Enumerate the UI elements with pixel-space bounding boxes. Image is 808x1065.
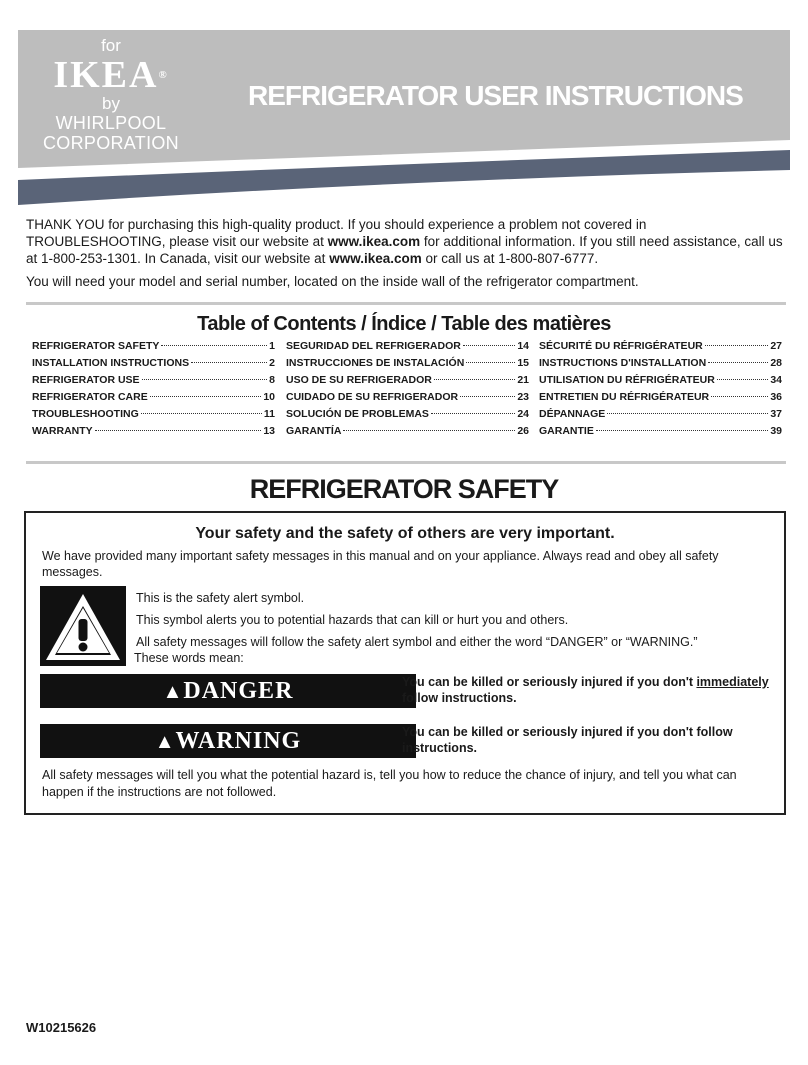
toc-entry-page: 21 xyxy=(517,374,529,386)
safety-heading: Your safety and the safety of others are very important. xyxy=(195,525,615,542)
toc-entry-page: 37 xyxy=(770,408,782,420)
toc-entry-page: 24 xyxy=(517,408,529,420)
toc-entry[interactable] xyxy=(286,391,529,408)
toc-entry-label: REFRIGERATOR SAFETY xyxy=(32,340,160,352)
toc-dot-leader xyxy=(141,413,262,414)
safety-alert-icon xyxy=(40,586,126,666)
toc-entry[interactable] xyxy=(32,340,275,357)
toc-dot-leader xyxy=(711,396,768,397)
toc-entry-label: ENTRETIEN DU RÉFRIGÉRATEUR xyxy=(539,391,710,403)
toc-entry-label: SOLUCIÓN DE PROBLEMAS xyxy=(286,408,429,420)
toc-dot-leader xyxy=(460,396,515,397)
toc-entry-label: REFRIGERATOR USE xyxy=(32,374,140,386)
header-banner xyxy=(18,30,790,180)
safety-box xyxy=(24,511,786,815)
intro-paragraph-1 xyxy=(26,216,786,267)
toc-entry-page: 27 xyxy=(770,340,782,352)
toc-entry[interactable] xyxy=(286,374,529,391)
toc-entry[interactable] xyxy=(286,408,529,425)
danger-signal-word xyxy=(40,674,416,708)
toc-entry-label: INSTALLATION INSTRUCTIONS xyxy=(32,357,190,369)
toc-dot-leader xyxy=(705,345,769,346)
toc-entry[interactable] xyxy=(32,391,275,408)
toc-entry-label: INSTRUCTIONS D'INSTALLATION xyxy=(539,357,707,369)
divider xyxy=(26,302,786,305)
safety-symbol-explanation xyxy=(136,591,766,673)
toc-entry-label: SÉCURITÉ DU RÉFRIGÉRATEUR xyxy=(539,340,703,352)
toc-dot-leader xyxy=(343,430,515,431)
toc-entry-label: CUIDADO DE SU REFRIGERADOR xyxy=(286,391,459,403)
toc-entry-label: INSTRUCCIONES DE INSTALACIÓN xyxy=(286,357,465,369)
toc-dot-leader xyxy=(431,413,515,414)
toc-entry[interactable] xyxy=(286,425,529,442)
toc-entry-page: 39 xyxy=(770,425,782,437)
toc-dot-leader xyxy=(95,430,262,431)
toc-entry[interactable] xyxy=(539,408,782,425)
toc-entry-page: 23 xyxy=(517,391,529,403)
toc-entry[interactable] xyxy=(32,357,275,374)
warning-signal-word xyxy=(40,724,416,758)
safety-outro: All safety messages will tell you what the potential hazard is, tell you how to reduce the chance of injury, and tell you what can happen if the instructions are not followed. xyxy=(42,768,737,799)
toc-dot-leader xyxy=(434,379,515,380)
toc-entry-label: SEGURIDAD DEL REFRIGERADOR xyxy=(286,340,461,352)
toc-dot-leader xyxy=(596,430,768,431)
symbol-line-2: This symbol alerts you to potential hazards that can kill or hurt you and others. xyxy=(136,613,569,627)
danger-label: DANGER xyxy=(183,678,294,704)
toc-dot-leader xyxy=(161,345,267,346)
toc-entry[interactable] xyxy=(32,374,275,391)
toc-entry[interactable] xyxy=(539,374,782,391)
toc-entry[interactable] xyxy=(539,425,782,442)
document-title: REFRIGERATOR USER INSTRUCTIONS xyxy=(248,80,743,111)
document-number: W10215626 xyxy=(26,1020,97,1035)
toc-dot-leader xyxy=(466,362,515,363)
toc-title: Table of Contents / Índice / Table des matières xyxy=(197,313,611,335)
toc-dot-leader xyxy=(708,362,768,363)
toc-entry-label: GARANTÍA xyxy=(286,425,342,437)
toc-entry-label: DÉPANNAGE xyxy=(539,408,606,420)
logo-brand-text: IKEA xyxy=(53,54,159,96)
toc-dot-leader xyxy=(607,413,768,414)
danger-desc-part-b: follow instructions. xyxy=(402,691,517,705)
toc-entry-label: GARANTIE xyxy=(539,425,594,437)
logo-for-text: for xyxy=(101,36,121,55)
logo-company-line2: CORPORATION xyxy=(43,133,179,153)
intro-text xyxy=(26,216,786,296)
toc-entry-page: 26 xyxy=(517,425,529,437)
toc-entry[interactable] xyxy=(286,357,529,374)
toc-column-french xyxy=(539,340,782,442)
toc-entry-page: 8 xyxy=(269,374,275,386)
toc-entry-label: UTILISATION DU RÉFRIGÉRATEUR xyxy=(539,374,715,386)
symbol-line-1: This is the safety alert symbol. xyxy=(136,591,305,605)
toc-entry-label: TROUBLESHOOTING xyxy=(32,408,139,420)
toc-entry-page: 15 xyxy=(517,357,529,369)
symbol-line-3: All safety messages will follow the safety alert symbol and either the word “DANGER” or “WARNING.” xyxy=(136,635,698,649)
toc-entry-page: 28 xyxy=(770,357,782,369)
toc-entry-label: REFRIGERATOR CARE xyxy=(32,391,148,403)
warning-label: WARNING xyxy=(175,728,302,754)
danger-desc-part-a: You can be killed or seriously injured if you don't xyxy=(402,675,697,689)
logo-brand xyxy=(36,55,186,95)
toc-entry-page: 1 xyxy=(269,340,275,352)
toc-entry-page: 13 xyxy=(263,425,275,437)
toc-entry-page: 34 xyxy=(770,374,782,386)
section-title: REFRIGERATOR SAFETY xyxy=(249,474,559,504)
toc-entry-label: WARRANTY xyxy=(32,425,93,437)
divider xyxy=(26,461,786,464)
website-link-canada[interactable]: www.ikea.com xyxy=(329,251,422,266)
toc-dot-leader xyxy=(717,379,769,380)
toc-entry-page: 11 xyxy=(263,408,275,420)
toc-dot-leader xyxy=(463,345,515,346)
toc-dot-leader xyxy=(191,362,267,363)
danger-description xyxy=(402,674,772,706)
alert-triangle-icon: ▲ xyxy=(154,731,176,753)
safety-intro: We have provided many important safety messages in this manual and on your appliance. Always read and obey all safety messages. xyxy=(42,549,719,579)
alert-triangle-icon: ▲ xyxy=(162,681,184,703)
toc-column-spanish xyxy=(286,340,529,442)
toc-column-english xyxy=(32,340,275,442)
toc-entry[interactable] xyxy=(539,340,782,357)
toc-entry-page: 10 xyxy=(263,391,275,403)
intro-p1-part-c: or call us at 1-800-807-6777. xyxy=(421,251,599,266)
toc-entry[interactable] xyxy=(32,408,275,425)
intro-paragraph-2: You will need your model and serial number, located on the inside wall of the refrigerator compartment. xyxy=(26,274,639,289)
logo-by-text: by xyxy=(102,94,120,113)
warning-description: You can be killed or seriously injured if you don't follow instructions. xyxy=(402,725,733,755)
toc-entry[interactable] xyxy=(539,357,782,374)
ikea-whirlpool-logo xyxy=(36,36,186,153)
registered-mark: ® xyxy=(158,69,169,81)
website-link-us[interactable]: www.ikea.com xyxy=(327,234,421,249)
intro-p1-part-b: for additional information. If you still need assistance, call us at 1-800-253-1301. In Canada, visit our website at xyxy=(26,234,783,266)
toc-entry-page: 14 xyxy=(517,340,529,352)
toc-dot-leader xyxy=(150,396,262,397)
danger-desc-emphasis: immediately xyxy=(696,675,769,689)
symbol-line-4: These words mean: xyxy=(134,651,244,665)
toc-entry[interactable] xyxy=(286,340,529,357)
intro-p1-part-a: THANK YOU for purchasing this high-quality product. If you should experience a problem not covered in TROUBLESHOOTING, please visit our website at xyxy=(26,217,647,249)
toc-entry-page: 2 xyxy=(269,357,275,369)
toc-entry-label: USO DE SU REFRIGERADOR xyxy=(286,374,432,386)
toc-entry[interactable] xyxy=(539,391,782,408)
toc-entry[interactable] xyxy=(32,425,275,442)
logo-company-line1: WHIRLPOOL xyxy=(55,113,167,133)
toc-dot-leader xyxy=(142,379,268,380)
toc-entry-page: 36 xyxy=(770,391,782,403)
